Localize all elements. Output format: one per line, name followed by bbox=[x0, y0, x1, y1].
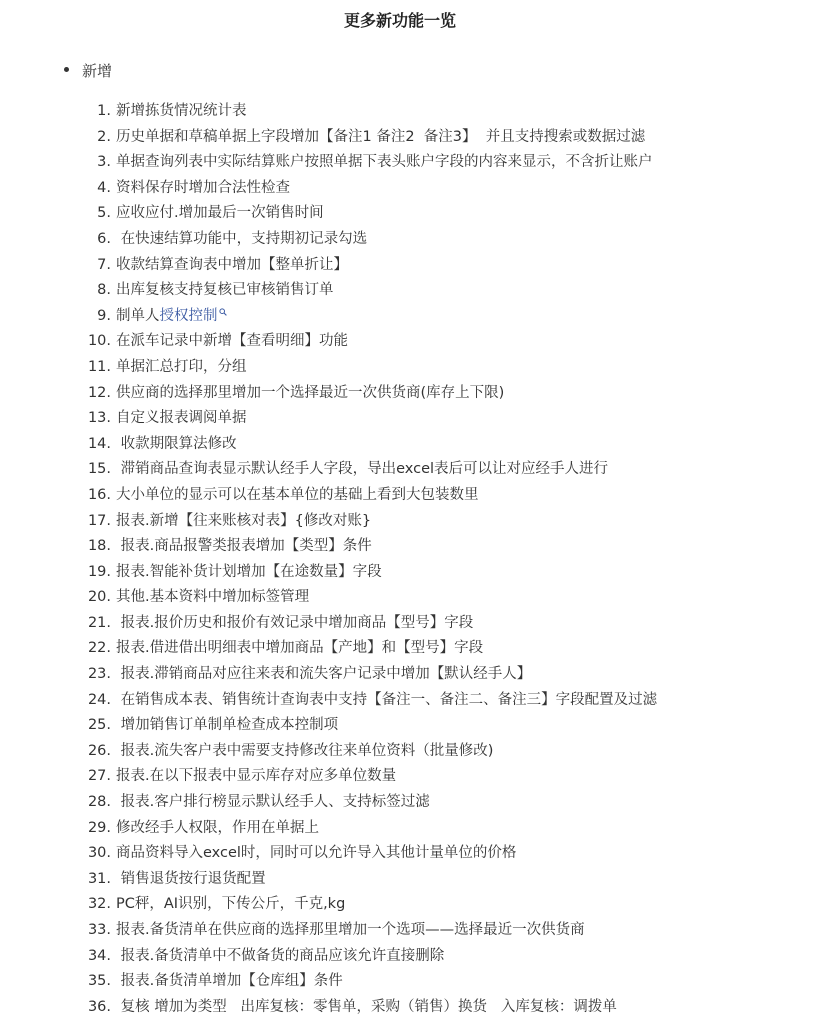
list-item bbox=[0, 585, 814, 611]
item-number: 7. bbox=[97, 256, 111, 273]
item-number: 19. bbox=[87, 563, 111, 580]
list-item bbox=[0, 636, 814, 662]
item-text: 报表.在以下报表中显示库存对应多单位数量 bbox=[116, 768, 397, 785]
item-number: 14. bbox=[87, 435, 111, 452]
item-number: 34. bbox=[87, 947, 111, 964]
list-item bbox=[0, 867, 814, 893]
list-item bbox=[0, 790, 814, 816]
item-text: PC秤，AI识别，下传公斤，千克,kg bbox=[116, 896, 346, 913]
list-item bbox=[0, 150, 814, 176]
item-text: 大小单位的显示可以在基本单位的基础上看到大包装数里 bbox=[116, 486, 479, 503]
list-item bbox=[0, 892, 814, 918]
list-item bbox=[0, 381, 814, 407]
list-item bbox=[0, 483, 814, 509]
list-item bbox=[0, 457, 814, 483]
item-number: 35. bbox=[87, 973, 111, 990]
item-text: 自定义报表调阅单据 bbox=[116, 410, 247, 427]
item-number: 12. bbox=[87, 384, 111, 401]
item-number: 20. bbox=[87, 589, 111, 606]
item-text: 应收应付.增加最后一次销售时间 bbox=[116, 205, 324, 222]
item-text: 滞销商品查询表显示默认经手人字段，导出excel表后可以让对应经手人进行 bbox=[116, 461, 609, 478]
item-number: 5. bbox=[97, 205, 111, 222]
list-item bbox=[0, 125, 814, 151]
item-text: 新增拣货情况统计表 bbox=[116, 103, 247, 119]
item-text: 报表.备货清单中不做备货的商品应该允许直接删除 bbox=[116, 947, 445, 964]
item-number: 33. bbox=[87, 922, 111, 938]
item-number: 27. bbox=[87, 768, 111, 785]
item-text: 在快速结算功能中，支持期初记录勾选 bbox=[116, 230, 368, 247]
list-item bbox=[0, 329, 814, 355]
item-text: 单据查询列表中实际结算账户按照单据下表头账户字段的内容来显示，不含折让账户 bbox=[116, 154, 653, 171]
item-text: 报表.智能补货计划增加【在途数量】字段 bbox=[116, 563, 382, 580]
item-text: 出库复核支持复核已审核销售订单 bbox=[116, 282, 334, 299]
list-item bbox=[0, 969, 814, 995]
item-number: 10. bbox=[87, 333, 111, 350]
list-item bbox=[0, 944, 814, 970]
item-number: 30. bbox=[87, 845, 111, 862]
item-text: 报表.流失客户表中需要支持修改往来单位资料（批量修改) bbox=[116, 742, 494, 759]
list-item bbox=[0, 176, 814, 202]
item-number: 21. bbox=[87, 614, 111, 631]
item-number: 4. bbox=[97, 179, 111, 196]
item-number: 28. bbox=[87, 794, 111, 811]
item-number: 3. bbox=[97, 154, 111, 171]
item-text: 资料保存时增加合法性检查 bbox=[116, 179, 290, 196]
list-item bbox=[0, 253, 814, 279]
item-text: 报表.备货清单在供应商的选择那里增加一个选项——选择最近一次供货商 bbox=[116, 922, 585, 938]
list-item bbox=[0, 509, 814, 535]
list-item bbox=[0, 227, 814, 253]
item-number: 17. bbox=[87, 512, 111, 529]
item-number: 18. bbox=[87, 538, 111, 555]
item-text: 报表.备货清单增加【仓库组】条件 bbox=[116, 973, 343, 990]
list-item bbox=[0, 611, 814, 637]
item-number: 15. bbox=[87, 461, 111, 478]
list-item bbox=[0, 406, 814, 432]
item-number: 22. bbox=[87, 640, 111, 657]
feature-list bbox=[0, 99, 814, 1020]
authorization-control-link[interactable]: 授权控制 bbox=[159, 307, 218, 324]
list-item bbox=[0, 99, 814, 125]
item-number: 25. bbox=[87, 717, 111, 734]
item-text: 收款结算查询表中增加【整单折让】 bbox=[116, 256, 348, 273]
item-text: 报表.报价历史和报价有效记录中增加商品【型号】字段 bbox=[116, 614, 474, 631]
item-text: 复核 增加为类型 出库复核：零售单，采购（销售）换货 入库复核：调拨单 bbox=[116, 998, 617, 1015]
item-number: 6. bbox=[97, 230, 111, 247]
item-text: 其他.基本资料中增加标签管理 bbox=[116, 589, 310, 606]
item-text: 报表.新增【往来账核对表】{修改对账} bbox=[116, 512, 372, 529]
list-item bbox=[0, 355, 814, 381]
item-number: 26. bbox=[87, 742, 111, 759]
item-text: 制单人 bbox=[116, 307, 160, 324]
list-item bbox=[0, 201, 814, 227]
item-number: 8. bbox=[97, 282, 111, 299]
bullet-dot-icon bbox=[64, 67, 69, 72]
list-item bbox=[0, 432, 814, 458]
item-number: 9. bbox=[97, 307, 111, 324]
list-item bbox=[0, 688, 814, 714]
item-text: 销售退货按行退货配置 bbox=[116, 870, 266, 887]
page-title: 更多新功能一览 bbox=[343, 11, 456, 30]
item-text: 在销售成本表、销售统计查询表中支持【备注一、备注二、备注三】字段配置及过滤 bbox=[116, 691, 658, 708]
item-text: 报表.滞销商品对应往来表和流失客户记录中增加【默认经手人】 bbox=[116, 666, 532, 683]
section-label: 新增 bbox=[82, 62, 113, 80]
item-number: 11. bbox=[87, 358, 111, 375]
item-number: 1. bbox=[97, 103, 111, 119]
list-item bbox=[0, 816, 814, 842]
item-text: 报表.商品报警类报表增加【类型】条件 bbox=[116, 538, 372, 555]
item-text: 在派车记录中新增【查看明细】功能 bbox=[116, 333, 348, 350]
item-number: 23. bbox=[87, 666, 111, 683]
list-item bbox=[0, 995, 814, 1020]
list-item bbox=[0, 560, 814, 586]
item-number: 29. bbox=[87, 819, 111, 836]
item-number: 16. bbox=[87, 486, 111, 503]
item-number: 24. bbox=[87, 691, 111, 708]
item-number: 31. bbox=[87, 870, 111, 887]
list-item bbox=[0, 841, 814, 867]
item-number: 36. bbox=[87, 998, 111, 1015]
list-item bbox=[0, 713, 814, 739]
item-text: 商品资料导入excel时，同时可以允许导入其他计量单位的价格 bbox=[116, 845, 517, 862]
list-item bbox=[0, 764, 814, 790]
section-bullet bbox=[64, 60, 112, 82]
item-text: 供应商的选择那里增加一个选择最近一次供货商(库存上下限) bbox=[116, 384, 505, 401]
search-icon bbox=[219, 308, 227, 316]
list-item bbox=[0, 739, 814, 765]
item-number: 2. bbox=[97, 128, 111, 145]
item-text: 报表.借进借出明细表中增加商品【产地】和【型号】字段 bbox=[116, 640, 484, 657]
item-text: 收款期限算法修改 bbox=[116, 435, 237, 452]
list-item bbox=[0, 278, 814, 304]
list-item bbox=[0, 534, 814, 560]
item-text: 修改经手人权限，作用在单据上 bbox=[116, 819, 319, 836]
item-text: 报表.客户排行榜显示默认经手人、支持标签过滤 bbox=[116, 794, 430, 811]
item-text: 单据汇总打印，分组 bbox=[116, 358, 247, 375]
item-text: 增加销售订单制单检查成本控制项 bbox=[116, 717, 339, 734]
item-number: 13. bbox=[87, 410, 111, 427]
item-number: 32. bbox=[87, 896, 111, 913]
list-item bbox=[0, 662, 814, 688]
list-item bbox=[0, 918, 814, 944]
list-item bbox=[0, 304, 814, 330]
item-text: 历史单据和草稿单据上字段增加【备注1 备注2 备注3】 并且支持搜索或数据过滤 bbox=[116, 128, 646, 145]
